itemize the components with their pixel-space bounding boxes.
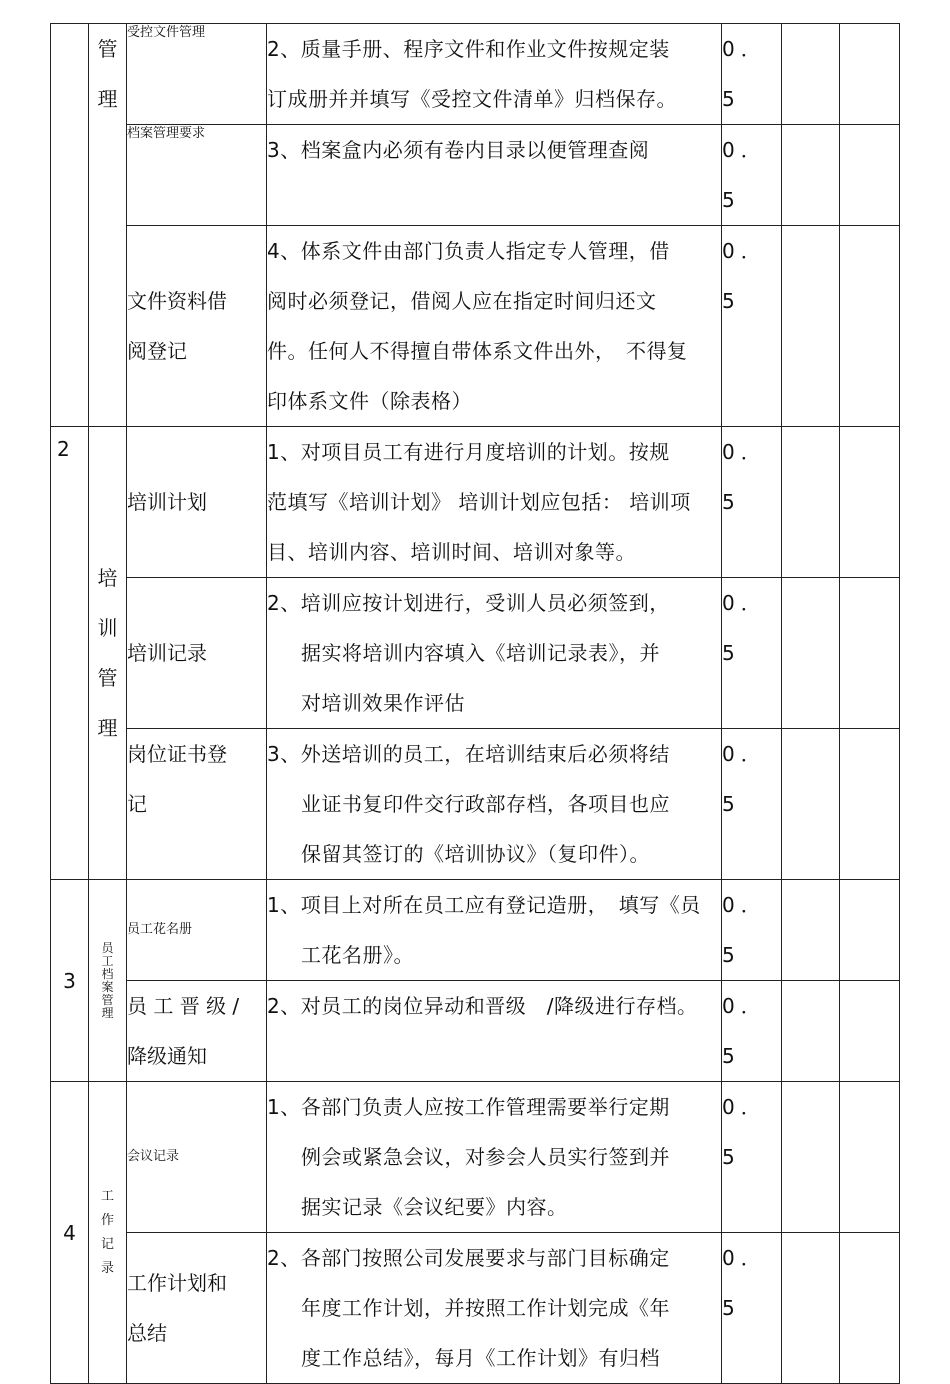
number-cell: 3 (51, 880, 89, 1082)
empty-cell (782, 1233, 840, 1384)
empty-cell (782, 427, 840, 578)
description-cell: 1、项目上对所在员工应有登记造册， 填写《员 工花名册》。 (267, 880, 722, 981)
item-cell: 员 工 晋 级 / 降级通知 (127, 981, 267, 1082)
item-cell: 培训记录 (127, 578, 267, 729)
table-row (51, 125, 900, 226)
description-cell: 1、各部门负责人应按工作管理需要举行定期 例会或紧急会议，对参会人员实行签到并 据实记录《会议纪要》内容。 (267, 1082, 722, 1233)
score-cell: 0．5 (722, 125, 782, 226)
score-cell: 0．5 (722, 578, 782, 729)
description-cell: 3、外送培训的员工，在培训结束后必须将结 业证书复印件交行政部存档，各项目也应 保留其签订的《培训协议》（复印件）。 (267, 729, 722, 880)
empty-cell (840, 24, 900, 125)
description-cell: 2、质量手册、程序文件和作业文件按规定装 订成册并并填写《受控文件清单》归档保存。 (267, 24, 722, 125)
score-cell: 0．5 (722, 226, 782, 427)
empty-cell (840, 226, 900, 427)
empty-cell (840, 880, 900, 981)
empty-cell (840, 427, 900, 578)
item-cell: 工作计划和 总结 (127, 1233, 267, 1384)
empty-cell (840, 125, 900, 226)
description-cell: 4、体系文件由部门负责人指定专人管理，借 阅时必须登记，借阅人应在指定时间归还文 件。任何人不得擅自带体系文件出外， 不得复 印体系文件（除表格） (267, 226, 722, 427)
table-row (51, 578, 900, 729)
description-cell: 2、对员工的岗位异动和晋级 /降级进行存档。 (267, 981, 722, 1082)
empty-cell (840, 1233, 900, 1384)
table-row (51, 1082, 900, 1233)
table-row (51, 729, 900, 880)
number-cell: 2 (51, 427, 89, 880)
empty-cell (782, 24, 840, 125)
number-cell (51, 24, 89, 427)
item-cell: 员工花名册 (127, 880, 267, 981)
table-row (51, 880, 900, 981)
item-cell: 培训计划 (127, 427, 267, 578)
item-cell: 档案管理要求 (127, 125, 267, 226)
item-cell: 岗位证书登 记 (127, 729, 267, 880)
score-cell: 0．5 (722, 1082, 782, 1233)
score-cell: 0．5 (722, 880, 782, 981)
empty-cell (782, 226, 840, 427)
table-row (51, 226, 900, 427)
category-cell: 员 工 档 案 管 理 (89, 880, 127, 1082)
description-cell: 2、培训应按计划进行，受训人员必须签到， 据实将培训内容填入《培训记录表》，并 对培训效果作评估 (267, 578, 722, 729)
score-cell: 0．5 (722, 427, 782, 578)
score-cell: 0．5 (722, 1233, 782, 1384)
category-cell: 管 理 (89, 24, 127, 427)
table-row (51, 1233, 900, 1384)
table-row (51, 24, 900, 125)
empty-cell (782, 729, 840, 880)
empty-cell (782, 578, 840, 729)
description-cell: 2、各部门按照公司发展要求与部门目标确定 年度工作计划，并按照工作计划完成《年 度工作总结》，每月《工作计划》有归档 (267, 1233, 722, 1384)
score-cell: 0．5 (722, 24, 782, 125)
category-cell: 工 作 记 录 (89, 1082, 127, 1384)
empty-cell (840, 729, 900, 880)
empty-cell (782, 1082, 840, 1233)
item-cell: 文件资料借 阅登记 (127, 226, 267, 427)
empty-cell (782, 880, 840, 981)
empty-cell (782, 981, 840, 1082)
empty-cell (840, 981, 900, 1082)
empty-cell (840, 578, 900, 729)
empty-cell (840, 1082, 900, 1233)
category-cell: 培 训 管 理 (89, 427, 127, 880)
score-cell: 0．5 (722, 981, 782, 1082)
empty-cell (782, 125, 840, 226)
item-cell: 会议记录 (127, 1082, 267, 1233)
item-cell: 受控文件管理 (127, 24, 267, 125)
description-cell: 1、对项目员工有进行月度培训的计划。按规 范填写《培训计划》 培训计划应包括： 培训项 目、培训内容、培训时间、培训对象等。 (267, 427, 722, 578)
description-cell: 3、档案盒内必须有卷内目录以便管理查阅 (267, 125, 722, 226)
table-row (51, 981, 900, 1082)
inspection-table (50, 23, 900, 1384)
table-row (51, 427, 900, 578)
score-cell: 0．5 (722, 729, 782, 880)
number-cell: 4 (51, 1082, 89, 1384)
